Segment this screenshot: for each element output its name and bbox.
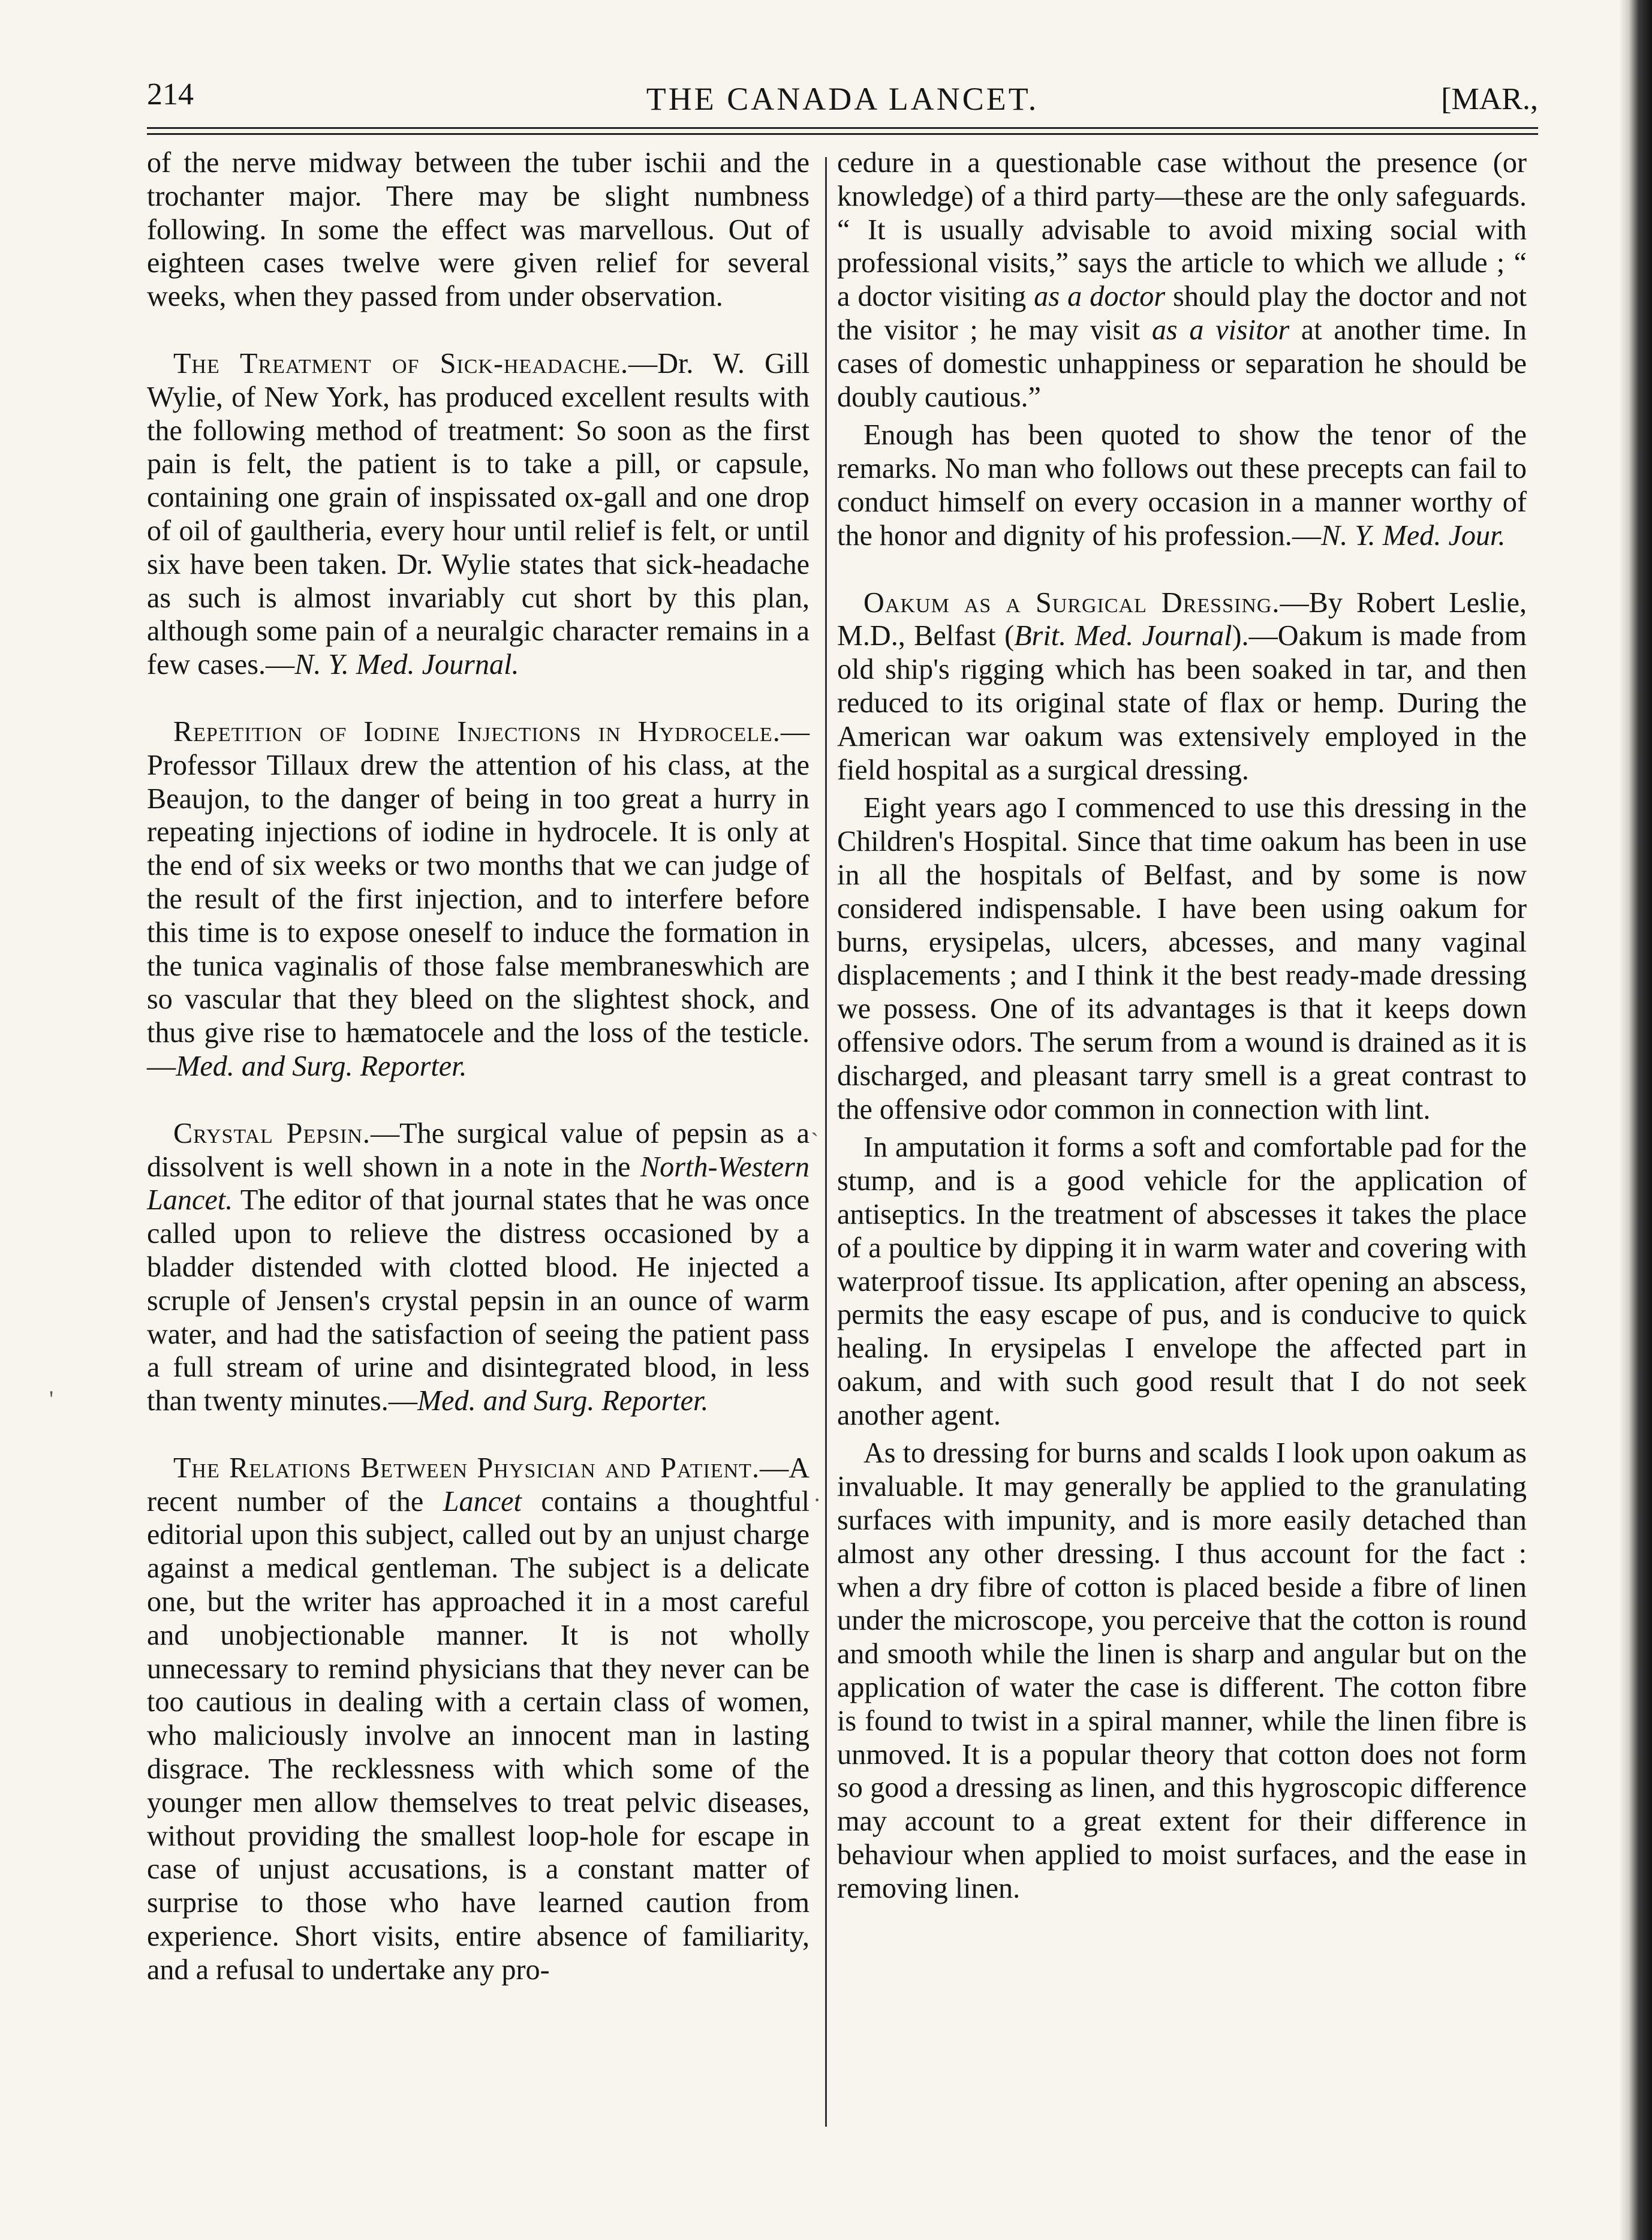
article-crystal-pepsin (147, 1117, 810, 1418)
text: should play the doctor and not the visitor ; he may visit (837, 281, 1527, 346)
journal-title: THE CANADA LANCET. (646, 81, 1039, 117)
article-source: N. Y. Med. Journal. (294, 649, 519, 681)
article-title: Crystal Pepsin. (173, 1117, 371, 1149)
article-body-continued: The editor of that journal states that he was once called upon to relieve the distress occasioned by a bladder distended with clotted blood. He injected a scruple of Jensen's crystal pepsin in an ounce of warm water, and had the satisfaction of seeing the patient pass a full stream of urine and disintegrated blood, in less than twenty minutes.— (147, 1184, 810, 1417)
paragraph-eight-years: Eight years ago I commenced to use this dressing in the Children's Hospital. Since that time oakum has been in use in all the hospitals of Belfast, and by some is now considered indispensable. I have been using oakum for burns, erysipelas, ulcers, abcesses, and many vaginal displacements ; and I think it the best ready-made dressing we possess. One of its advantages is that it keeps down offensive odors. The serum from a wound is drained as it is discharged, and pleasant tarry smell is a great contrast to the offensive odor common in connection with lint. (837, 792, 1527, 1125)
article-source: Med. and Surg. Reporter. (176, 1050, 467, 1082)
paragraph-amputation: In amputation it forms a soft and comfortable pad for the stump, and is a good vehicle for the application of antiseptics. In the treatment of abscesses it takes the place of a poultice by dipping it in warm water and covering with waterproof tissue. Its application, after opening an abscess, permits the easy escape of pus, and is conducive to quick healing. In erysipelas I envelope the affected part in oakum, and with such good result that I do not seek another agent. (837, 1131, 1527, 1431)
article-title: The Treatment of Sick-headache. (173, 347, 629, 380)
page-number: 214 (147, 77, 194, 112)
continued-paragraph (837, 146, 1527, 414)
text: at another time. In cases of domestic unhappiness or separation he should be doubly cautious.” (837, 314, 1527, 413)
journal-name: Brit. Med. Journal (1014, 620, 1232, 652)
paragraph-burns: As to dressing for burns and scalds I look upon oakum as invaluable. It may generally be applied to the granulating surfaces with impunity, and is more easily detached than almost any other dressing. I thus account for the fact : when a dry fibre of cotton is placed beside a fibre of linen under the microscope, you perceive that the cotton is round and smooth while the linen is sharp and angular but on the application of water the case is different. The cotton fibre is found to twist in a spiral manner, while the linen fibre is unmoved. It is a popular theory that cotton does not form so good a dressing as linen, and this hygroscopic difference may account to a great extent for their difference in behaviour when applied to moist surfaces, and the ease in removing linen. (837, 1437, 1527, 1904)
text: cedure in a questionable case without the presence (or knowledge) of a third party—these are the only safeguards. “ It is usually advisable to avoid mixing social with professional visits,” says the article to which we allude ; “ a doctor visiting (837, 147, 1527, 313)
article-title: The Relations Between Physician and Patient. (173, 1452, 760, 1484)
column-divider (825, 157, 827, 2127)
article-source: N. Y. Med. Jour. (1321, 519, 1506, 552)
article-body: —Professor Tillaux drew the attention of his class, at the Beaujon, to the danger of being in too great a hurry in repeating injections of iodine in hydrocele. It is only at the end of six weeks or two months that we can judge of the result of the first injection, and to interfere before this time is to expose oneself to induce the formation in the tunica vaginalis of those false membraneswhich are so vascular that they bleed on the slightest shock, and thus give rise to hæmatocele and the loss of the testicle.— (147, 715, 810, 1082)
journal-name: Lancet (443, 1485, 522, 1518)
right-column (837, 146, 1527, 1905)
article-title: Repetition of Iodine Injections in Hydrocele. (173, 715, 781, 748)
article-body: —Dr. W. Gill Wylie, of New York, has produced excellent results with the following method of treatment: So soon as the first pain is felt, the patient is to take a pill, or capsule, containing one grain of inspissated ox-gall and one drop of oil of gaultheria, every hour until relief is felt, or until six have been taken. Dr. Wylie states that sick-headache as such is almost invariably cut short by this plan, although some pain of a neuralgic character remains in a few cases.— (147, 347, 810, 681)
article-iodine-injections (147, 715, 810, 1083)
article-body: —By Robert Leslie, M.D., Belfast ( (837, 586, 1527, 652)
issue-month: [MAR., (1441, 82, 1538, 116)
stray-mark: · (813, 1486, 822, 1513)
text: Enough has been quoted to show the tenor of the remarks. No man who follows out these precepts can fail to conduct himself on every occasion in a manner worthy of the honor and dignity of his profession.— (837, 419, 1527, 552)
stray-mark: ' (49, 1386, 54, 1413)
header-rule-top (147, 127, 1538, 129)
article-body-continued: ).—Oakum is made from old ship's rigging which has been soaked in tar, and then reduced to its original state of flax or hemp. During the American war oakum was extensively employed in the field hospital as a surgical dressing. (837, 620, 1527, 786)
header-rule-bottom (147, 133, 1538, 135)
left-column (147, 146, 810, 1987)
article-oakum (837, 586, 1527, 787)
binding-edge (1619, 0, 1652, 2240)
emphasis: as a visitor (1151, 314, 1290, 346)
paragraph-enough (837, 419, 1527, 552)
article-title: Oakum as a Surgical Dressing. (863, 586, 1280, 619)
emphasis: as a doctor (1034, 281, 1166, 313)
journal-name: North-Western Lancet. (147, 1151, 810, 1217)
article-body-continued: contains a thoughtful editorial upon this subject, called out by an unjust charge against a medical gentleman. The subject is a delicate one, but the writer has approached it in a most careful and unobjectionable manner. It is not wholly unnecessary to remind physicians that they never can be too cautious in dealing with a certain class of women, who maliciously involve an innocent man in lasting disgrace. The recklessness with which some of the younger men allow themselves to treat pelvic diseases, without providing the smallest loop-hole for escape in case of unjust accusations, is a constant matter of surprise to those who have learned caution from experience. Short visits, entire absence of familiarity, and a refusal to undertake any pro- (147, 1485, 810, 1986)
article-sick-headache (147, 347, 810, 682)
continued-paragraph: of the nerve midway between the tuber ischii and the trochanter major. There may be slight numbness following. In some the effect was marvellous. Out of eighteen cases twelve were given relief for several weeks, when they passed from under observation. (147, 147, 810, 313)
article-body: —The surgical value of pepsin as a dissolvent is well shown in a note in the (147, 1117, 810, 1183)
article-source: Med. and Surg. Reporter. (417, 1385, 709, 1417)
running-header (147, 77, 1538, 125)
stray-mark: ` (811, 1128, 819, 1155)
article-body: —A recent number of the (147, 1452, 810, 1518)
article-physician-patient (147, 1452, 810, 1987)
